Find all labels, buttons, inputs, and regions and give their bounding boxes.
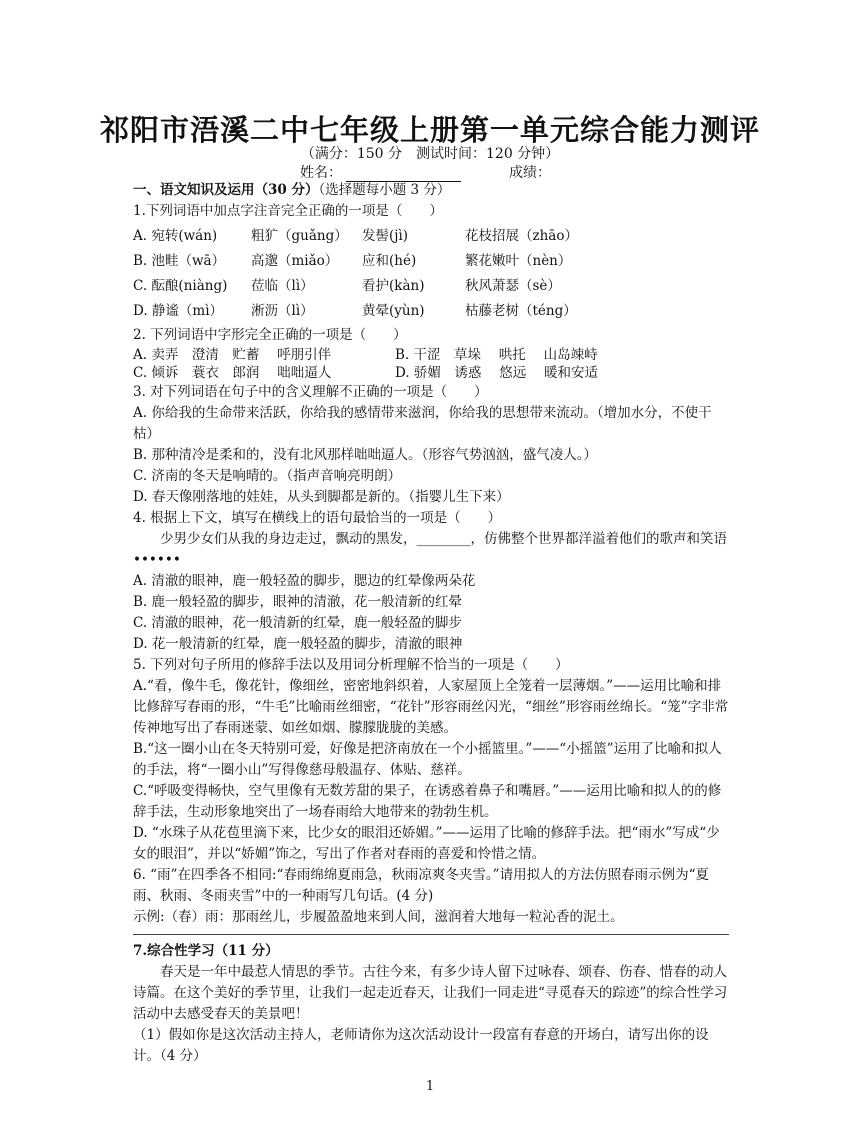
- q5-stem: 5. 下列对句子所用的修辞手法以及用词分析理解不恰当的一项是（ ）: [133, 657, 569, 673]
- q2-stem: 2. 下列词语中字形完全正确的一项是（ ）: [133, 327, 407, 343]
- q6-example: 示例:（春）雨：那雨丝儿，步履盈盈地来到人间，滋润着大地每一粒沁香的泥土。: [133, 909, 624, 925]
- q4-stem: 4. 根据上下文，填写在横线上的语句最恰当的一项是（ ）: [133, 510, 502, 526]
- page-number: 1: [425, 1079, 435, 1094]
- q3-option-b: B. 那种清冷是柔和的，没有北风那样咄咄逼人。（形容气势汹汹，盛气凌人。）: [133, 447, 598, 463]
- q5-option-a: A.“看，像牛毛，像花针，像细丝，密密地斜织着，人家屋顶上全笼着一层薄烟。”——运用比喻和排比修辞写春雨的形，“牛毛”比喻雨丝细密，“花针”形容雨丝闪光，“细丝”形容雨丝绵长。“笼”字非常传神地写出了春雨迷蒙、如丝如烟、朦朦胧胧的美感。: [133, 678, 729, 736]
- section-divider: [133, 934, 729, 935]
- q5-option-d: D. “水珠子从花苞里滴下来，比少女的眼泪还娇媚。”——运用了比喻的修辞手法。把“雨水”写成“少女的眼泪”，并以“娇媚”饰之，写出了作者对春雨的喜爱和怜惜之情。: [133, 825, 720, 862]
- q4-option-d: D. 花一般清新的红晕，鹿一般轻盈的脚步，清澈的眼神: [133, 636, 463, 652]
- q6-stem: 6. “雨”在四季各不相同:“春雨绵绵夏雨急，秋雨凉爽冬夹雪。”请用拟人的方法仿照春雨示例为“夏雨、秋雨、冬雨夹雪”中的一种雨写几句话。(4 分): [133, 867, 709, 904]
- q5-option-b: B.“这一圈小山在冬天特别可爱，好像是把济南放在一个小摇篮里。”——“小摇篮”运用了比喻和拟人的手法，将“一圈小山”写得像慈母般温存、体贴、慈祥。: [133, 741, 722, 778]
- exam-title: 祁阳市浯溪二中七年级上册第一单元综合能力测评: [99, 113, 760, 147]
- q3-option-d: D. 春天像刚落地的娃娃，从头到脚都是新的。（指婴儿生下来）: [133, 489, 510, 505]
- q2-options-cd: C. 倾诉 蓑衣 郎润 咄咄逼人 D. 骄媚 诱惑 悠远 暖和安适: [133, 365, 599, 381]
- name-label: 姓名：: [300, 165, 342, 181]
- name-score-row: [300, 162, 551, 182]
- q1-option-a: A. 宛转(wán) 粗犷（guǎng） 发髻(jì) 花枝招展（zhāo）: [133, 228, 578, 244]
- q3-option-c: C. 济南的冬天是响晴的。（指声音响亮明朗）: [133, 468, 402, 484]
- q3-option-a: A. 你给我的生命带来活跃，你给我的感情带来滋润，你给我的思想带来流动。（增加水分，不使干枯）: [133, 405, 712, 442]
- q7-intro: 春天是一年中最惹人情思的季节。古往今来，有多少诗人留下过咏春、颂春、伤春、惜春的动人诗篇。在这个美好的季节里，让我们一起走近春天，让我们一同走进“寻觅春天的踪迹”的综合性学习活动中去感受春天的美景吧！: [133, 964, 728, 1022]
- exam-content: [133, 180, 729, 1067]
- exam-subtitle: （满分：150 分 测试时间：120 分钟）: [300, 146, 560, 162]
- q1-stem: 1.下列词语中加点字注音完全正确的一项是（ ）: [133, 203, 443, 219]
- q4-passage: 少男少女们从我的身边走过，飘动的黑发，________，仿佛整个世界都洋溢着他们的歌声和笑语 ••••••: [133, 531, 727, 568]
- q5-option-c: C.“呼吸变得畅快，空气里像有无数芳甜的果子，在诱惑着鼻子和嘴唇。”——运用比喻和拟人的的修辞手法，生动形象地突出了一场春雨给大地带来的勃勃生机。: [133, 783, 722, 820]
- q7-sub1: （1）假如你是这次活动主持人，老师请你为这次活动设计一段富有春意的开场白，请写出你的设计。（4 分）: [133, 1027, 709, 1064]
- score-label: 成绩：: [509, 165, 551, 181]
- q3-stem: 3. 对下列词语在句子中的含义理解不正确的一项是（ ）: [133, 384, 488, 400]
- q1-option-d: D. 静谧（mì） 淅沥（lì） 黄晕(yùn) 枯藤老树（téng）: [133, 303, 577, 319]
- q4-option-a: A. 清澈的眼神，鹿一般轻盈的脚步，腮边的红晕像两朵花: [133, 573, 476, 589]
- q1-option-b: B. 池畦（wā） 高邈（miǎo） 应和(hé) 繁花嫩叶（nèn）: [133, 253, 572, 269]
- q7-heading: 7.综合性学习（11 分）: [133, 943, 279, 959]
- q4-option-c: C. 清澈的眼神，花一般清新的红晕，鹿一般轻盈的脚步: [133, 615, 462, 631]
- q4-option-b: B. 鹿一般轻盈的脚步，眼神的清澈，花一般清新的红晕: [133, 594, 463, 610]
- q2-options-ab: A. 卖弄 澄清 贮蓄 呼朋引伴 B. 干涩 草垛 哄托 山岛竦峙: [133, 347, 598, 363]
- section-heading: 一、语文知识及运用（30 分）（选择题每小题 3 分）: [133, 182, 451, 198]
- q1-option-c: C. 酝酿(niàng) 莅临（lì） 看护(kàn) 秋风萧瑟（sè）: [133, 278, 561, 294]
